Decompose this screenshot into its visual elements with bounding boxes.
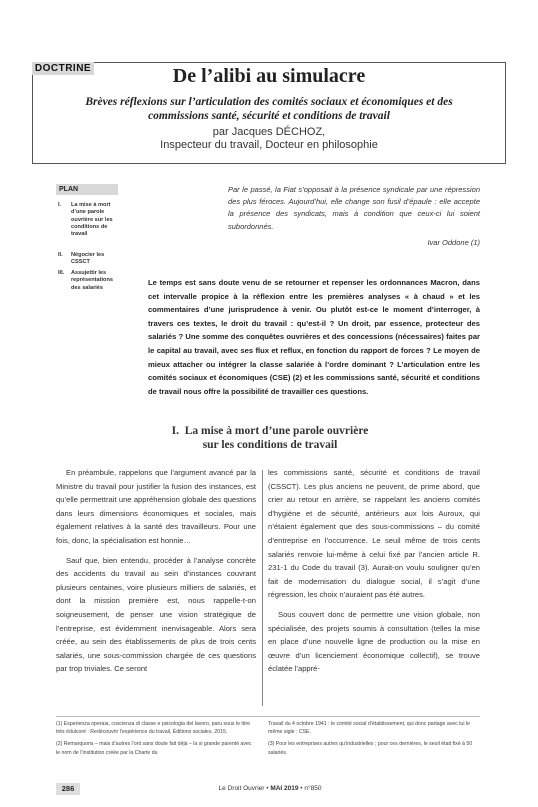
footer-journal: Le Droit Ouvrier (218, 785, 265, 792)
plan-item-number: I. (58, 202, 62, 208)
plan-item-text: Assujettir les représentations des salariés (71, 270, 113, 291)
paragraph: Sous couvert donc de permettre une vision globale, non spécialisée, des projets soumis à consultation (telles la mise en place d’une nouvelle ligne de production ou la mise en œuvre d’un licenciement économique collectif), se trouve éclatée l’appré- (268, 609, 480, 674)
footnote: (3) Pour les entreprises autres qu’industrielles ; pour ces dernières, le seuil était fixé à 50 salariés. (268, 741, 473, 756)
footnote: (1) Esperienza operaia, coscienza di classe e psicologia del lavoro, paru sous le titre très édulcoré : Redécouvrir l’expérience du travail, Éditions sociales, 2015. (56, 721, 251, 736)
footer-issue: MAI 2019 (270, 785, 299, 792)
footnote-rule (56, 716, 480, 717)
page-footer: Le Droit Ouvrier • MAI 2019 • n°850 (218, 785, 322, 792)
column-divider (262, 470, 263, 706)
author-title: Inspecteur du travail, Docteur en philosophie (160, 139, 378, 151)
plan-item-text: La mise à mort d’une parole ouvrière sur les conditions de travail (71, 202, 113, 238)
footnote: (2) Remarquons – mais d’autres l’ont sans doute fait déjà – la si grande parenté avec le nom de l’institution créée par la Charte du (56, 741, 252, 756)
section-heading-line2: sur les conditions de travail (202, 439, 338, 451)
page-number: 286 (56, 783, 80, 795)
author-block (60, 126, 478, 152)
plan-item (58, 252, 122, 267)
plan-item (58, 202, 122, 238)
footnotes-left (56, 720, 256, 761)
author-name: par Jacques DÉCHOZ, (212, 126, 326, 138)
paragraph: En préambule, rappelons que l’argument avancé par la Ministre du travail pour justifier la fusion des instances, est qu’elle permettrait une appréhension globale des questions dans leurs dimensions économiques et sociales, mais également relatives à la santé des travailleurs. Pour une fois, donc, la spécialisation est honnie… (56, 468, 256, 545)
rubric-label: DOCTRINE (34, 63, 92, 74)
section-heading-line1: La mise à mort d’une parole ouvrière (184, 425, 369, 437)
footnotes-right (268, 720, 480, 761)
plan-item (58, 270, 122, 292)
paragraph: Sauf que, bien entendu, procéder à l’analyse concrète des accidents du travail au sein d’instances couvrant plusieurs centaines, voire plusieurs milliers de salariés, et dont la mission première est, nous rappelle-t-on soigneusement, de penser une vision stratégique de l’entreprise, est évidemment inenvisageable. Alors sera créée, au sein des établissements de plus de trois cents salariés, une sous-commission chargée de ces questions par trop triviales. Ce seront (56, 555, 256, 674)
footnote: Travail du 4 octobre 1941 : le comité social d’établissement, qui donc partage avec lui le même sigle : CSE. (268, 721, 470, 736)
plan-heading: PLAN (56, 184, 118, 195)
footer-number: n°850 (304, 785, 322, 792)
section-heading (120, 424, 420, 452)
epigraph-source: Ivar Oddone (1) (427, 238, 480, 247)
plan-item-number: II. (58, 252, 63, 258)
epigraph-text: Par le passé, la Fiat s’opposait à la présence syndicale par une répression des plus féroces. Aujourd’hui, elle change son fusil d’épaule : elle accepte la présence des syndicats, mais à condition que ceux-ci lui soient subordonnés. (228, 185, 480, 231)
plan-item-text: Négocier les CSSCT (71, 252, 105, 266)
section-number: I. (171, 425, 180, 437)
chapeau: Le temps est sans doute venu de se retourner et repenser les ordonnances Macron, dans cet intervalle propice à la réflexion entre les premières analyses « à chaud » et les commentaires d’une jurisprudence à venir. Ou plutôt est-ce le moment d’interroger, à travers ces textes, le droit du travail : qu’est-il ? Un droit, par essence, protecteur des salariés ? Une somme des conquêtes ouvrières et des concessions (nécessaires) faites par le capital au travail, avec ses flux et reflux, en fonction du rapport de forces ? Le moyen de mieux attacher ou intégrer la classe salariée à l’ordre dominant ? L’articulation entre les comités sociaux et économiques (CSE) (2) et les commissions santé, sécurité et conditions de travail nous offre la possibilité de travailler ces questions. (148, 278, 480, 396)
body-column-left (56, 466, 256, 682)
article-title: De l’alibi au simulacre (172, 65, 366, 87)
body-column-right (268, 466, 480, 682)
plan-item-number: III. (58, 270, 65, 276)
article-subtitle: Brèves réflexions sur l’articulation des comités sociaux et économiques et des commissions santé, sécurité et conditions de travail (85, 96, 453, 122)
paragraph: les commissions santé, sécurité et conditions de travail (CSSCT). Les plus anciens ne peuvent, de prime abord, que crier au retour en arrière, se rappelant les anciens comités d’hygiène et de sécurité, antérieurs aux lois Auroux, qui n’étaient également que des sous-commissions – du comité d’entreprise en l’occurrence. Le seuil même de trois cents salariés renvoie lui-même à celui fixé par l’ancien article R. 231-1 du Code du travail (3). Aurait-on voulu souligner qu’en fait de modernisation du dialogue social, il s’agit d’une régression, les choix n’auraient pas été autres. (268, 468, 480, 600)
